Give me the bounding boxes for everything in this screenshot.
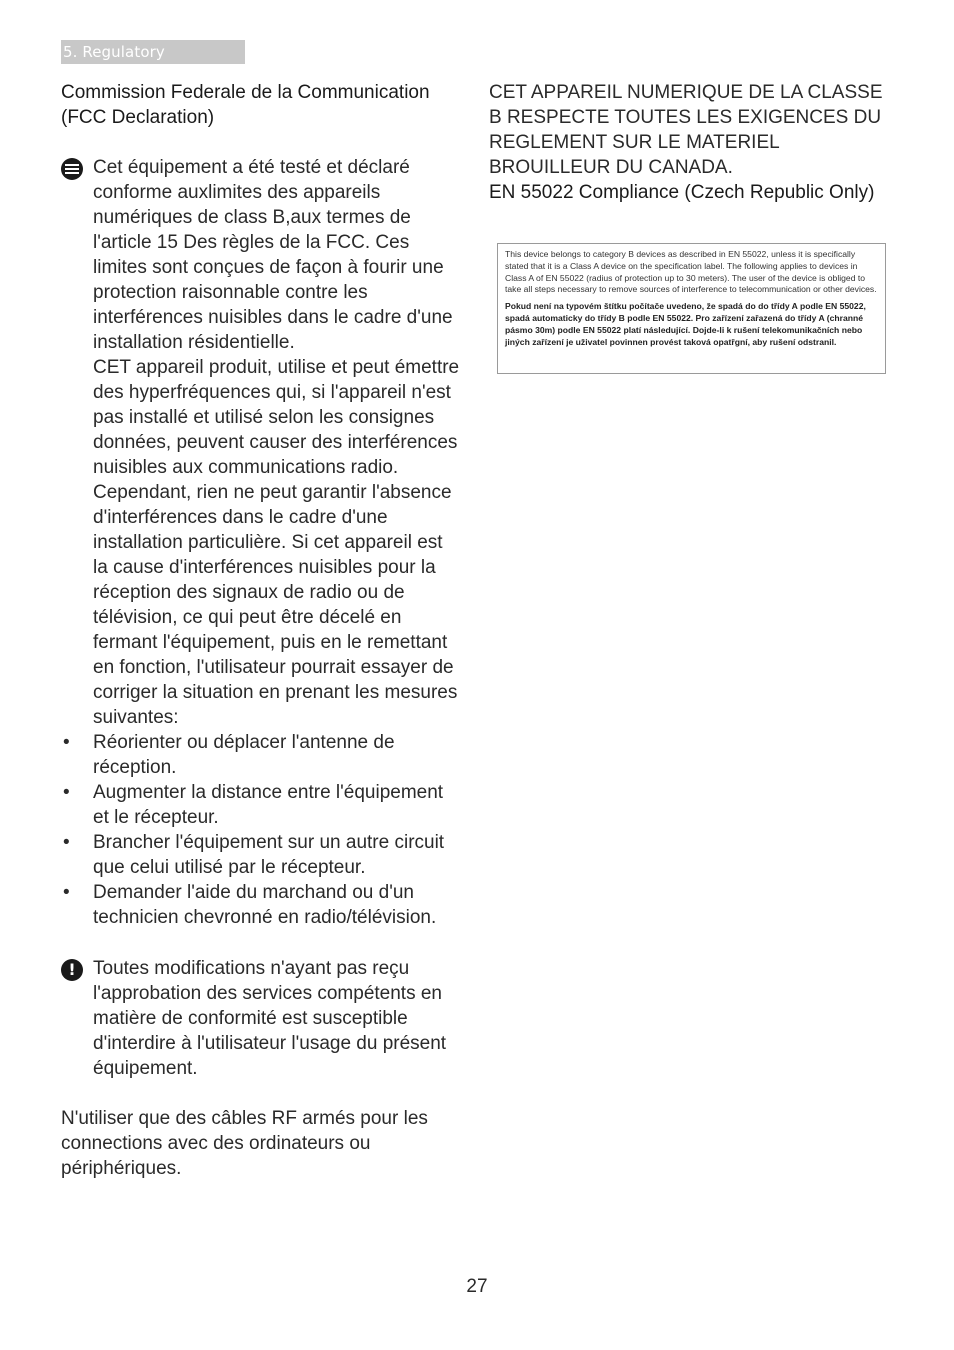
bullet-icon: •	[63, 832, 70, 853]
fcc-heading-line1: Commission Federale de la Communication	[61, 82, 430, 103]
list-item: • Augmenter la distance entre l'équipement et le récepteur.	[63, 782, 444, 828]
cert-czech-text: Pokud není na typovém štítku počítače uvedeno, že spadá do do třídy A podle EN 55022, spadá automaticky do třídy B podle EN 55022. Pro zařízení zařazená do třídy A (chranné pásmo 30m) podle EN 55022 platí následující. Dojde-li k rušení telekomunikačních nebo jiných zařízení je uživatel povinnen provést taková opatřgní, aby rušení odstranil.	[505, 301, 866, 347]
canada-statement: CET APPAREIL NUMERIQUE DE LA CLASSE B RESPECTE TOUTES LES EXIGENCES DU REGLEMENT SUR LE MATERIEL BROUILLEUR DU CANADA.	[489, 82, 883, 178]
list-item: • Brancher l'équipement sur un autre circuit que celui utilisé par le récepteur.	[63, 832, 445, 878]
closing-paragraph: N'utiliser que des câbles RF armés pour les connections avec des ordinateurs ou périphériques.	[61, 1108, 428, 1179]
list-item: • Demander l'aide du marchand ou d'un technicien chevronné en radio/télévision.	[63, 882, 437, 928]
bullet-icon: •	[63, 782, 70, 803]
en55022-heading: EN 55022 Compliance (Czech Republic Only)	[489, 182, 875, 203]
left-column	[61, 80, 461, 1181]
bullet-icon: •	[63, 882, 70, 903]
fcc-heading-line2: (FCC Declaration)	[61, 107, 215, 128]
note-block	[61, 155, 461, 930]
warning-block	[61, 956, 461, 1081]
note-paragraph-1: Cet équipement a été testé et déclaré conforme auxlimites des appareils numériques de class B,aux termes de l'article 15 Des règles de la FCC. Ces limites sont conçues de façon à fourir une protection raisonnable contre les interférences nuisibles dans le cadre d'une installation résidentielle.	[93, 157, 453, 353]
warning-icon: !	[61, 959, 83, 981]
warning-text: Toutes modifications n'ayant pas reçu l'approbation des services compétents en matière de conformité est susceptible d'interdire à l'utilisateur l'usage du présent équipement.	[93, 958, 447, 1079]
list-item: • Réorienter ou déplacer l'antenne de réception.	[63, 732, 395, 778]
page-number: 27	[466, 1276, 488, 1297]
right-column	[489, 80, 889, 205]
cert-english-text: This device belongs to category B devices as described in EN 55022, unless it is specifically stated that it is a Class A device on the specification label. The following applies to devices in Class A of EN 55022 (radius of protection up to 30 meters). The user of the device is obliged to take all steps necessary to remove sources of interference to telecommunication or other devices.	[505, 249, 877, 295]
note-paragraph-2: CET appareil produit, utilise et peut émettre des hyperfréquences qui, si l'appareil n'est pas installé et utilisé selon les consignes données, peuvent causer des interférences nuisibles aux communications radio. Cependant, rien ne peut garantir l'absence d'interférences dans le cadre d'une installation particulière. Si cet appareil est la cause d'interférences nuisibles pour la réception des signaux de radio ou de télévision, ce qui peut être décelé en fermant l'équipement, puis en le remettant en fonction, l'utilisateur pourrait essayer de corriger la situation en prenant les mesures suivantes:	[93, 357, 460, 728]
measures-list	[61, 730, 461, 930]
bullet-icon: •	[63, 732, 70, 753]
section-tab: 5. Regulatory Infomation	[61, 40, 245, 64]
note-icon	[61, 158, 83, 180]
en55022-label-image	[497, 243, 886, 374]
fcc-heading	[61, 80, 461, 130]
